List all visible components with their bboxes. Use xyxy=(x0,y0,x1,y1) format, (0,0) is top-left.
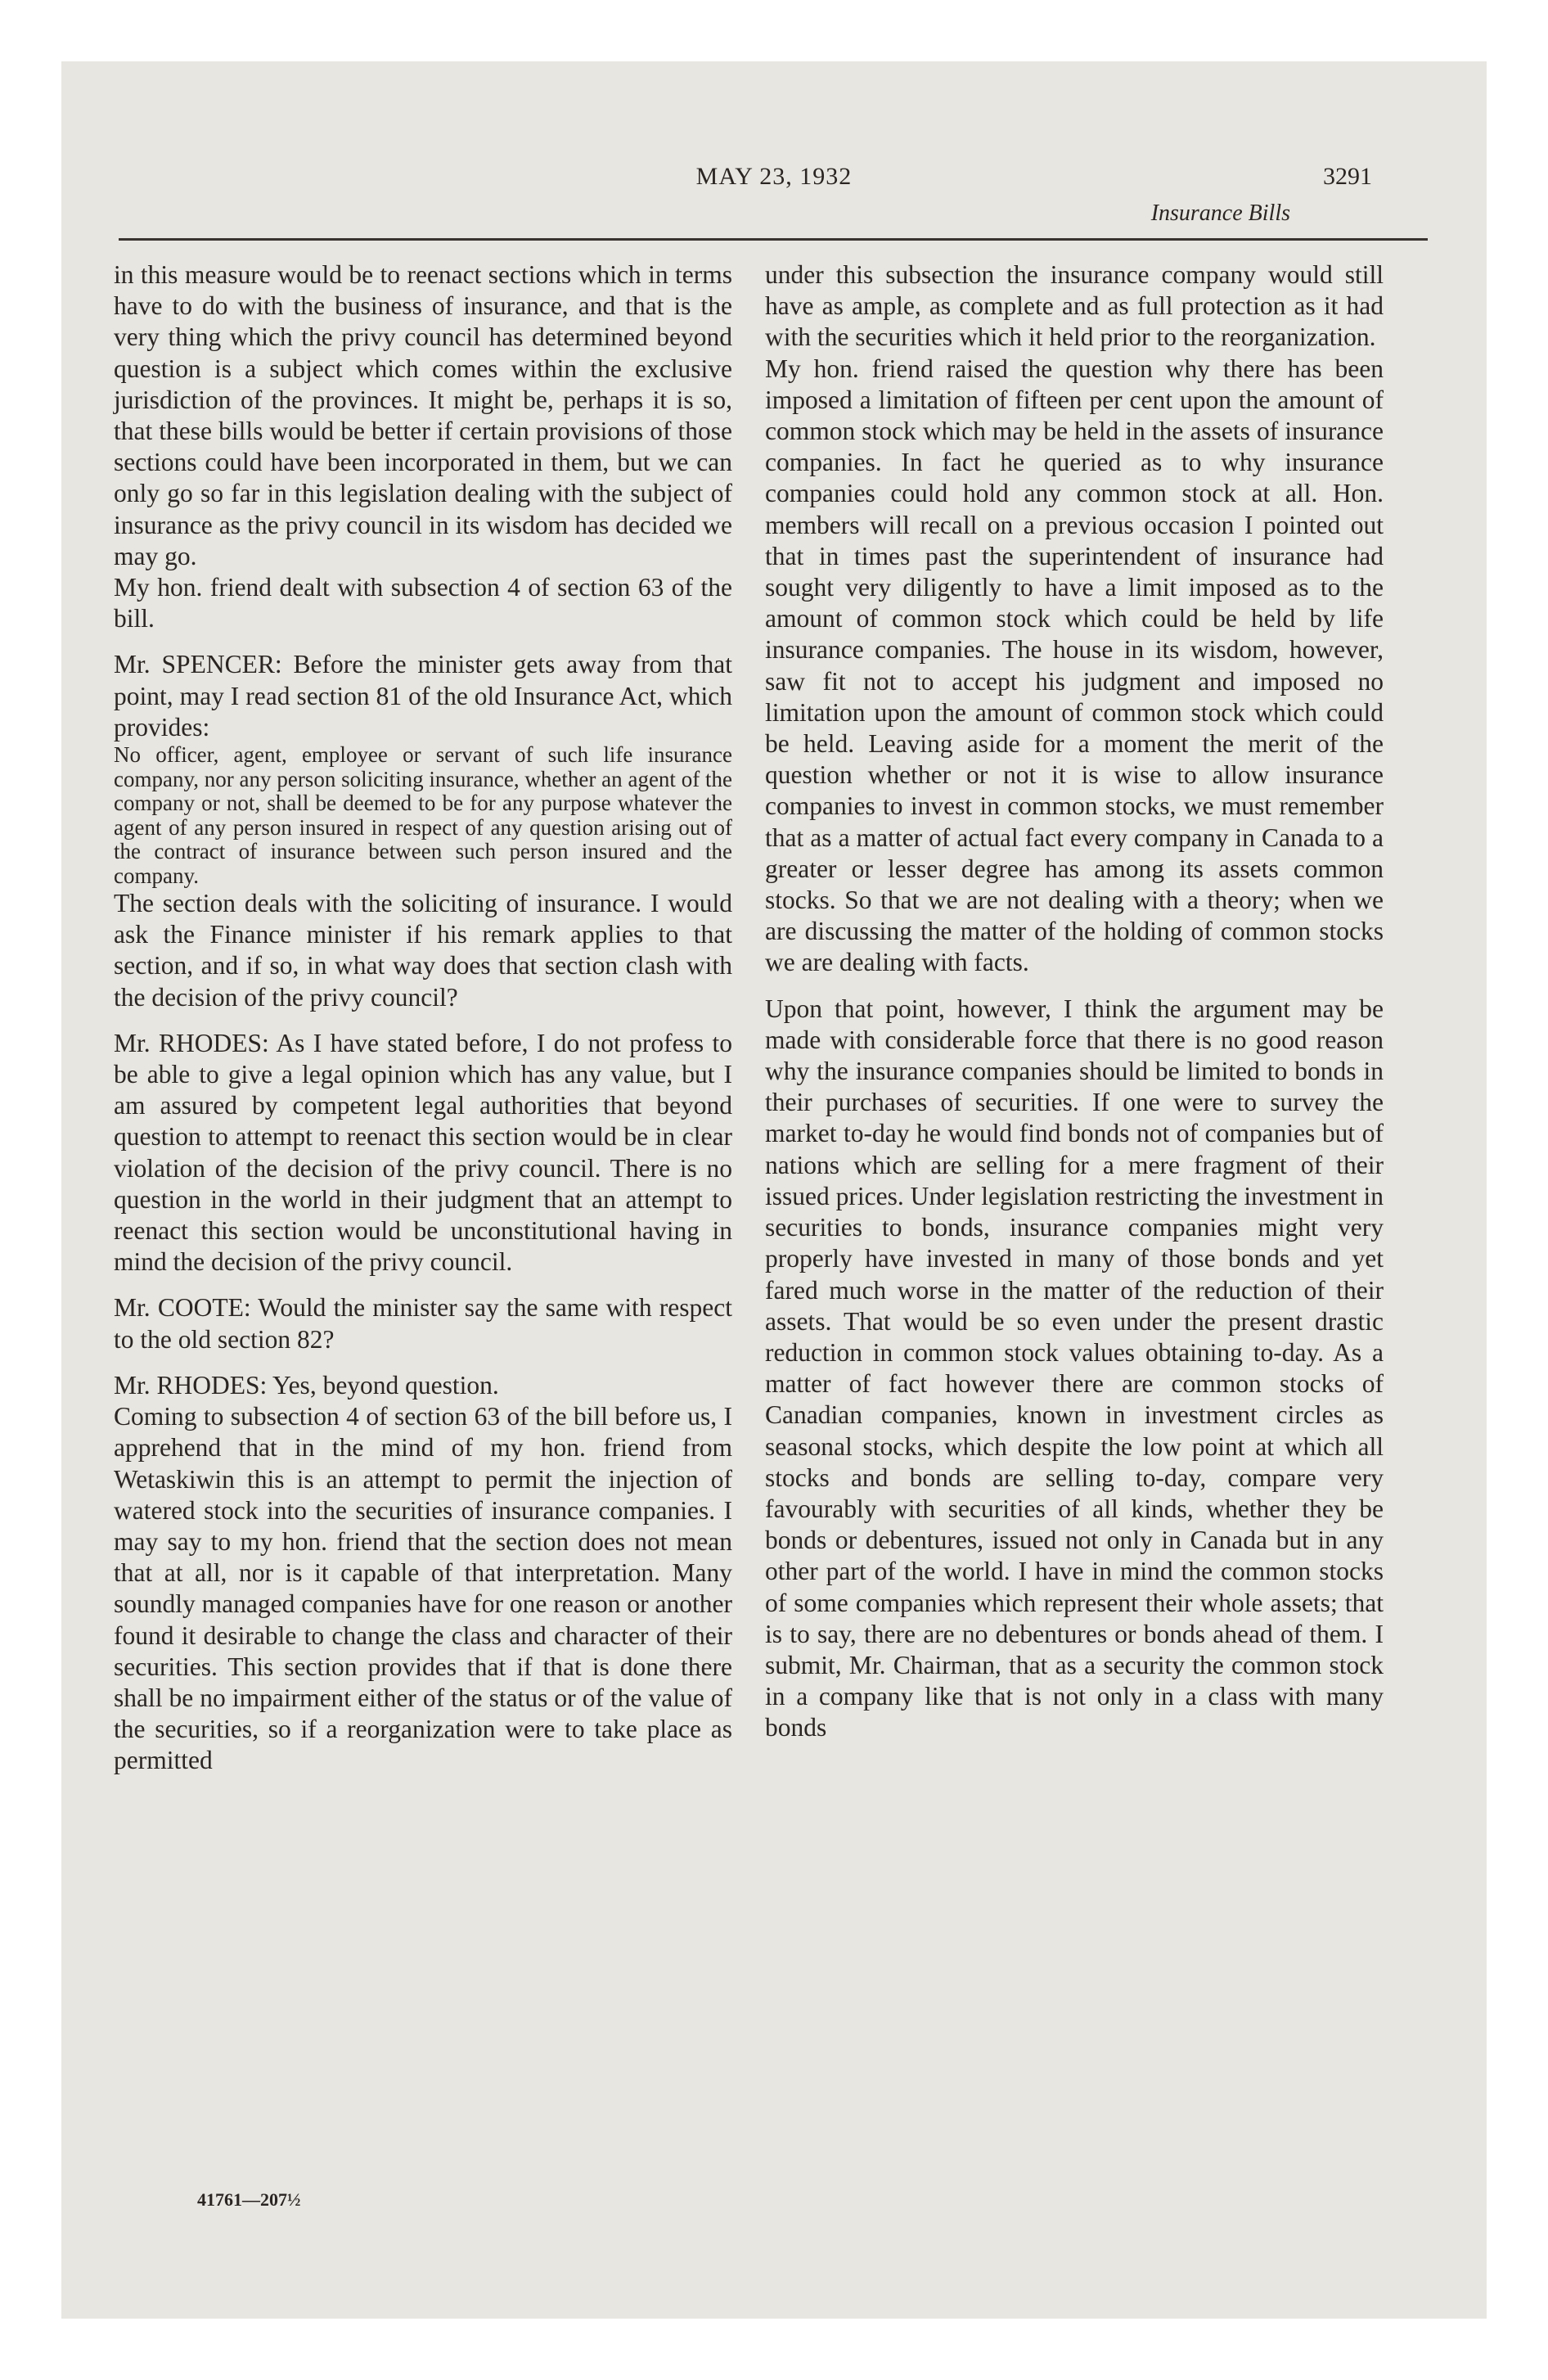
paragraph: My hon. friend raised the question why there has been imposed a limitation of fifteen per cent upon the amount of common stock which may be held in the assets of insurance companies. In fact he queried as to why insurance companies could hold any common stock at all. Hon. members will recall on a previous occasion I pointed out that in times past the superintendent of insurance had sought very diligently to have a limit imposed as to the amount of common stock which could be held by life insurance companies. The house in its wisdom, however, saw fit not to accept his judgment and imposed no limitation upon the amount of common stock which could be held. Leaving aside for a moment the merit of the question whether or not it is wise to allow insurance companies to invest in common stocks, we must remember that as a matter of actual fact every company in Canada to a greater or lesser degree has among its assets common stocks. So that we are not dealing with a theory; when we are discussing the matter of the holding of common stocks we are dealing with facts. xyxy=(765,354,1384,977)
paragraph: Upon that point, however, I think the argument may be made with considerable force that there is no good reason why the insurance companies should be limited to bonds in their purchases of securities. If one were to survey the market to-day he would find bonds not of companies but of nations which are selling for a mere fragment of their issued prices. Under legislation restricting the investment in securities to bonds, insurance companies might very properly have invested in many of those bonds and yet fared much worse in the matter of the reduction of their assets. That would be so even under the present drastic reduction in common stock values obtaining to-day. As a matter of fact however there are common stocks of Canadian companies, known in investment circles as seasonal stocks, which despite the low point at which all stocks and bonds are selling to-day, compare very favourably with securities of all kinds, whether they be bonds or debentures, issued not only in Canada but in any other part of the world. I have in mind the common stocks of some companies which represent their whole assets; that is to say, there are no debentures or bonds ahead of them. I submit, Mr. Chairman, that as a security the common stock in a company like that is not only in a class with many bonds xyxy=(765,994,1384,1742)
paragraph: under this subsection the insurance company would still have as ample, as complete and as full protection as it had with the securities which it held prior to the reorganization. xyxy=(765,260,1384,352)
header-subtitle: Insurance Bills xyxy=(1150,201,1290,226)
paragraph: Coming to subsection 4 of section 63 of the bill before us, I apprehend that in the mind of my hon. friend from Wetaskiwin this is an attempt to permit the injection of watered stock into the securities of insurance companies. I may say to my hon. friend that the section does not mean that at all, nor is it capable of that interpretation. Many soundly managed companies have for one reason or another found it desirable to change the class and character of their securities. This section provides that if that is done there shall be no impairment either of the status or of the value of the securities, so if a reorganization were to take place as permitted xyxy=(114,1402,732,1775)
footer-code: 41761—207½ xyxy=(197,2189,301,2210)
header-date: MAY 23, 1932 xyxy=(695,163,853,190)
paragraph: Mr. RHODES: As I have stated before, I do not profess to be able to give a legal opinion which has any value, but I am assured by competent legal authorities that beyond question to attempt to reenact this section would be in clear violation of the decision of the privy council. There is no question in the world in their judgment that an attempt to reenact this section would be unconstitutional having in mind the decision of the privy council. xyxy=(114,1028,732,1277)
paragraph: in this measure would be to reenact sections which in terms have to do with the business of insurance, and that is the very thing which the privy council has determined beyond question is a subject which comes within the exclusive jurisdiction of the provinces. It might be, perhaps it is so, that these bills would be better if certain provisions of those sections could have been incorporated in them, but we can only go so far in this legislation dealing with the subject of insurance as the privy council in its wisdom has decided we may go. xyxy=(114,260,732,570)
page-number: 3291 xyxy=(1323,163,1372,190)
paragraph: Mr. SPENCER: Before the minister gets away from that point, may I read section 81 of the old Insurance Act, which provides: xyxy=(114,650,732,741)
paragraph: Mr. RHODES: Yes, beyond question. xyxy=(114,1370,499,1400)
right-column xyxy=(765,259,1384,1744)
block-quote: No officer, agent, employee or servant of such life insurance company, nor any person soliciting insurance, whether an agent of the company or not, shall be deemed to be for any purpose whatever the agent of any person insured in respect of any question arising out of the contract of insurance between such person insured and the company. xyxy=(114,742,732,888)
paragraph: The section deals with the soliciting of insurance. I would ask the Finance minister if his remark applies to that section, and if so, in what way does that section clash with the decision of the privy council? xyxy=(114,889,732,1012)
left-column xyxy=(114,259,732,1777)
paragraph: Mr. COOTE: Would the minister say the same with respect to the old section 82? xyxy=(114,1293,732,1354)
header-rule xyxy=(119,238,1428,241)
paragraph: My hon. friend dealt with subsection 4 of section 63 of the bill. xyxy=(114,573,732,633)
page-sheet xyxy=(61,61,1487,2319)
